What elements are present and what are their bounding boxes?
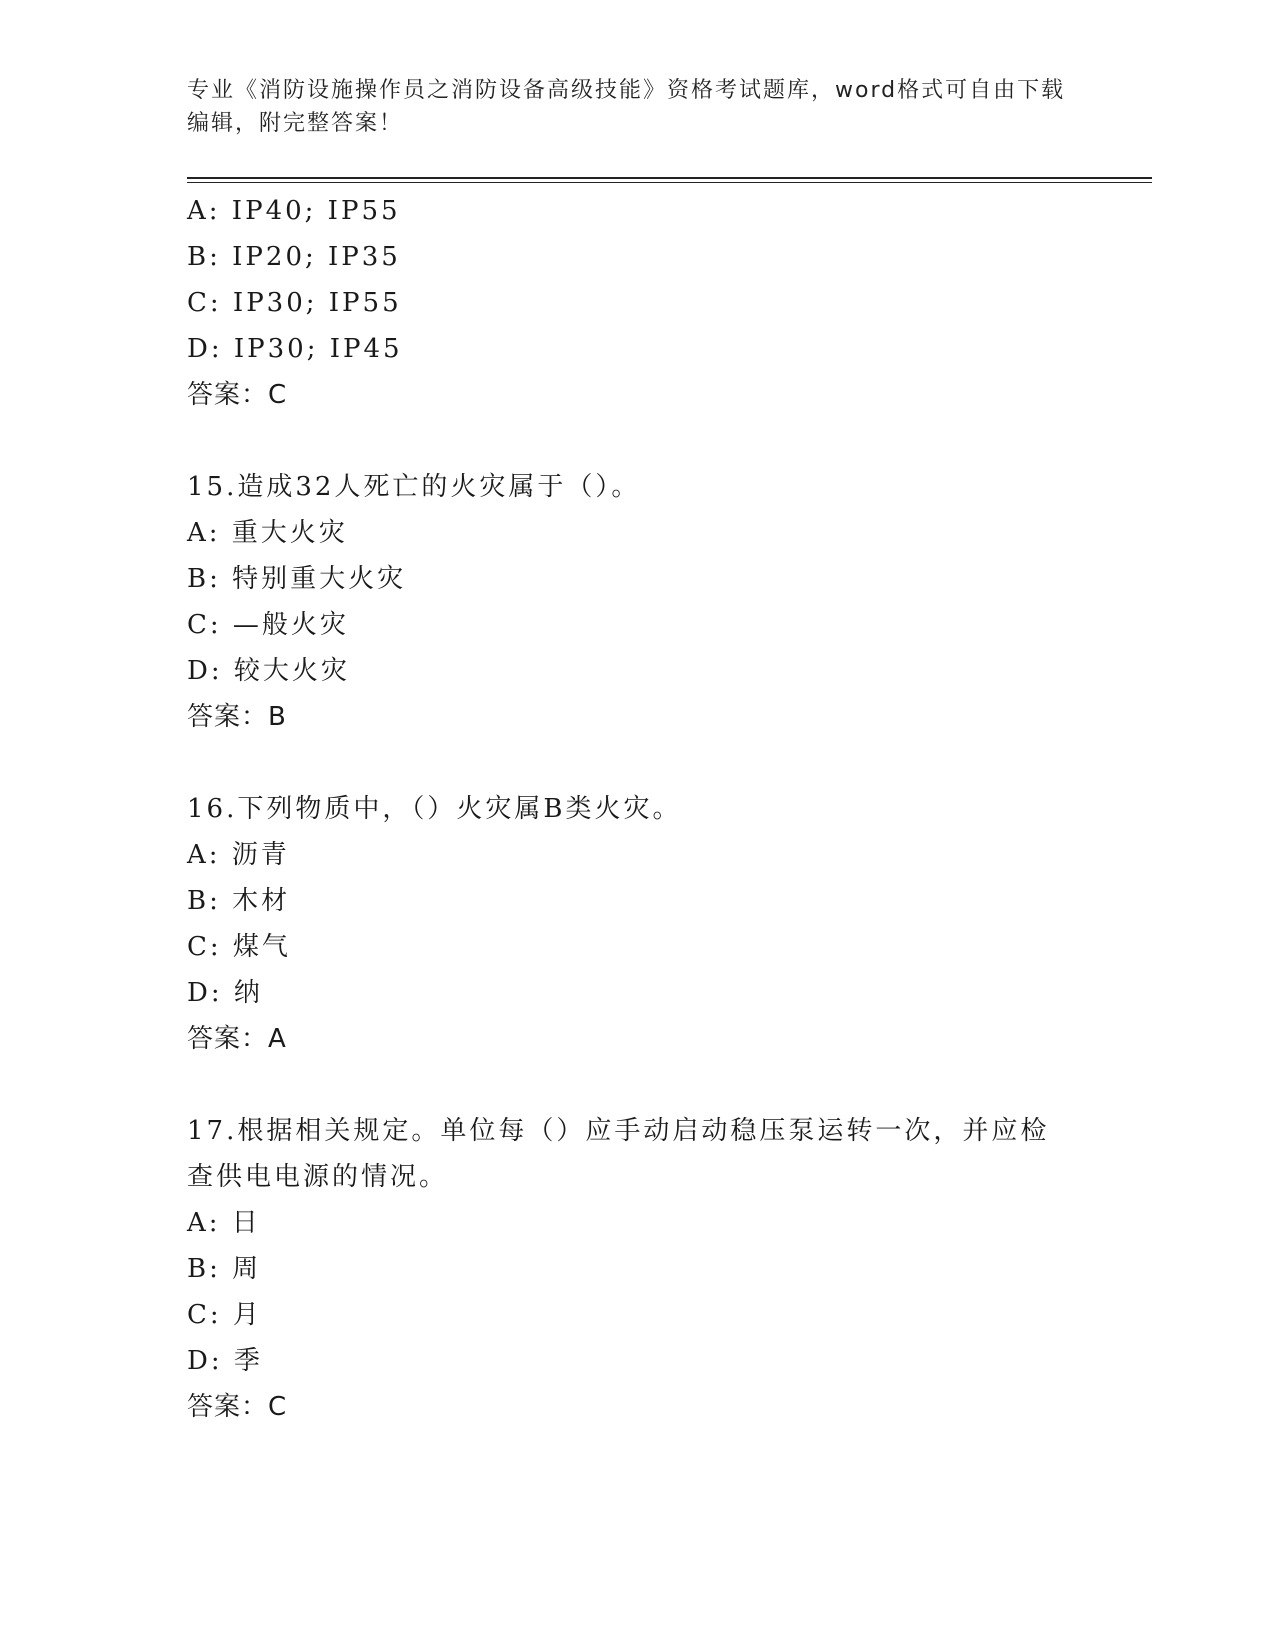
document-header: 专业《消防设施操作员之消防设备高级技能》资格考试题库，word格式可自由下载编辑，附完整答案！ [187,78,1066,136]
option-a: A: IP40; IP55 [187,196,401,226]
option-a: A: 重大火灾 [187,518,348,548]
option-c: C: 煤气 [187,932,291,962]
question-stem: 15.造成32人死亡的火灾属于（）。 [187,472,641,502]
header-divider [187,177,1152,183]
answer-line: 答案：B [187,702,287,732]
question-stem: 17.根据相关规定。单位每（）应手动启动稳压泵运转一次，并应检查供电电源的情况。 [187,1116,1050,1192]
question-block-14 [187,188,1087,418]
option-c: C: —般火灾 [187,610,349,640]
question-block-16 [187,786,1087,1062]
answer-line: 答案：C [187,1392,288,1422]
question-stem: 16.下列物质中，（）火灾属B类火灾。 [187,794,682,824]
option-c: C: IP30; IP55 [187,288,402,318]
option-a: A: 日 [187,1208,261,1238]
option-d: D: 纳 [187,978,263,1008]
option-b: B: 木材 [187,886,291,916]
answer-line: 答案：C [187,380,288,410]
answer-line: 答案：A [187,1024,287,1054]
option-d: D: 季 [187,1346,263,1376]
option-b: B: 周 [187,1254,262,1284]
option-d: D: 较大火灾 [187,656,350,686]
option-b: B: IP20; IP35 [187,242,401,272]
option-a: A: 沥青 [187,840,290,870]
option-d: D: IP30; IP45 [187,334,403,364]
option-b: B: 特别重大火灾 [187,564,407,594]
question-list [187,188,1087,1430]
question-block-15 [187,464,1087,740]
question-block-17 [187,1108,1087,1430]
option-c: C: 月 [187,1300,262,1330]
